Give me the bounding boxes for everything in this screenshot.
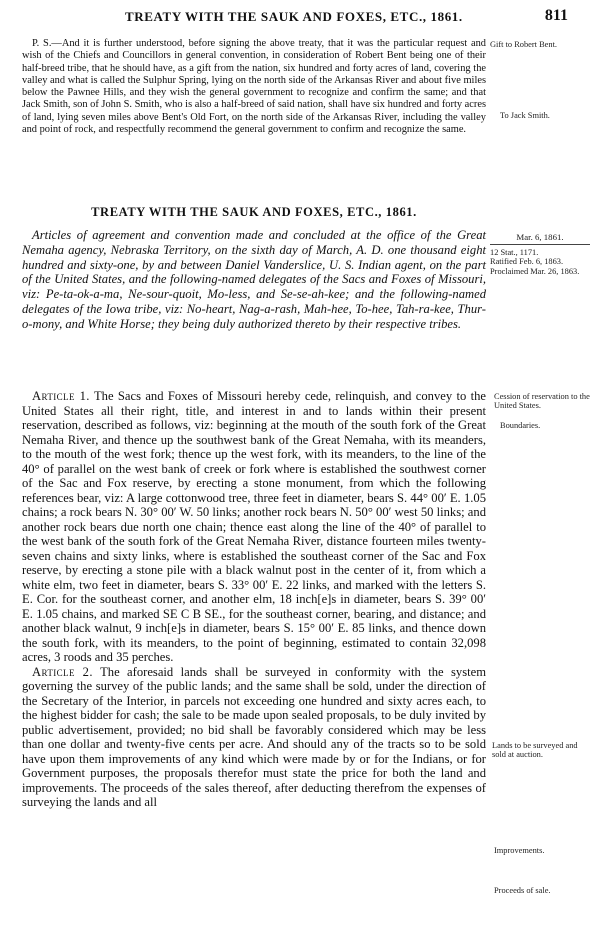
citation-statute: 12 Stat., 1171. xyxy=(490,248,539,258)
margin-note-proceeds: Proceeds of sale. xyxy=(494,886,551,895)
article-1 xyxy=(22,389,486,665)
running-title: TREATY WITH THE SAUK AND FOXES, ETC., 1861. xyxy=(125,9,463,24)
citation-proclaimed: Proclaimed Mar. 26, 1863. xyxy=(490,266,580,276)
citation-ratified: Ratified Feb. 6, 1863. xyxy=(490,257,564,267)
margin-note-jack-smith: To Jack Smith. xyxy=(500,111,550,120)
page-number: 811 xyxy=(544,7,568,24)
margin-note-gift-robert-bent: Gift to Robert Bent. xyxy=(490,40,557,49)
articles-body xyxy=(22,389,486,810)
margin-citation xyxy=(490,233,590,276)
margin-note-cession: Cession of reservation to the United States. xyxy=(494,392,590,411)
treaty-title: TREATY WITH THE SAUK AND FOXES, ETC., 1861. xyxy=(91,205,417,219)
margin-note-boundaries: Boundaries. xyxy=(500,421,541,430)
treaty-preamble: Articles of agreement and convention made and concluded at the office of the Great Nemaha agency, Nebraska Territory, on the sixth day of March, A. D. one thousand eight hundred and sixty-one, by and between Daniel Vanderslice, U. S. Indian agent, on the part of the United States, and the following-named delegates of the Sacs and Foxes of Missouri, viz: Pe-ta-ok-a-ma, Ne-sour-quoit, Mo-less, and Se-se-ah-kee; and the following-named delegates of the Iowa tribe, viz: No-heart, Nag-a-rash, Mah-hee, To-hee, Tah-ra-kee, Thur-o-mony, and White Horse; they being duly authorized thereto by their respective tribes. xyxy=(22,228,486,331)
article-2-text: The aforesaid lands shall be surveyed in conformity with the system governing the survey of the public lands; and the same shall be sold, under the direction of the Secretary of the Interior, in parcels not exceeding one hundred and sixty acres each, to the highest bidder for cash; the sale to be made upon sealed proposals, to be duly invited by public advertisement, provided; no bid shall be favorably considered which may be less than one dollar and twenty-five cents per acre. And should any of the tracts so to be sold have upon them improvements of any kind which were made by or for the Indians, or for Government purposes, the proposals therefor must state the price for both the land and improvements. The proceeds of the sales thereof, after deducting therefrom the expenses of surveying the lands and all xyxy=(22,664,486,809)
postscript-paragraph: P. S.—And it is further understood, before signing the above treaty, that it was the particular request and wish of the Chiefs and Councillors in general convention, in consideration of Robert Bent being one of their half-breed tribe, that he should have, as a gift from the nation, six hundred and forty acres of land, covering the valley and what is called the Sulphur Spring, lying on the north side of the Arkansas River and about five miles below the Pawnee Hills, and they wish the general government to recognize and confirm the same; and that Jack Smith, son of John S. Smith, who is also a half-breed of said nation, shall have six hundred and forty acres of land, lying seven miles above Bent's Old Fort, on the north side of the Arkansas River, including the valley and point of rock, and respectfully recommend the general government to confirm and recognize the same. xyxy=(22,38,486,136)
running-head xyxy=(0,9,600,29)
margin-note-surveyed-sold: Lands to be surveyed and sold at auction. xyxy=(492,741,578,760)
article-2-label: Article 2. xyxy=(32,664,93,679)
article-1-text: The Sacs and Foxes of Missouri hereby cede, relinquish, and convey to the United States all their right, title, and interest in and to lands within their present reservation, described as follows, viz: beginning at the mouth of the south fork of the Great Nemaha River, and thence up the southwest bank of the Great Nemaha, with its meanders, to the mouth of the west fork; thence up the west fork, with its meanders, to the line of the 40° of parallel on the west bank of creek or fork where is established the southwest corner of the Sac and Fox reserve, by erecting a stone monument, from which the following references bear, viz: A large cottonwood tree, three feet in diameter, bears S. 44° 00′ E. 1.05 chains; a rock bears N. 30° 00′ W. 50 links; another rock bears N. 50° 00′ west 50 links; and another rock bears due north one chain; thence east along the line of the 40° of parallel to the west bank of the south fork of the Great Nemaha River, distance fourteen miles twenty-seven chains and sixty links, where is established the southeast corner of the Sac and Fox reserve, by erecting a stone pile with a black walnut post in the center of it, from which a white elm, two feet in diameter, bears S. 33° 00′ E. 22 links, and marked with the letters S. E. Cor. for the southeast corner, and another elm, 18 inch[e]s in diameter, bears S. 39° 00′ E. 1.05 chains, and marked SE C B SE., for the southeast corner, bearing, and distance; and another black walnut, 9 inch[e]s in diameter, bears S. 15° 00′ E. 85 links, and thence down the south fork, with its meanders, to the point of beginning, estimated to contain 32,098 acres, 3 roods and 35 perches. xyxy=(22,389,486,664)
citation-date: Mar. 6, 1861. xyxy=(490,233,590,245)
article-1-label: Article 1. xyxy=(32,389,90,403)
article-2 xyxy=(22,665,486,810)
margin-note-improvements: Improvements. xyxy=(494,846,545,855)
